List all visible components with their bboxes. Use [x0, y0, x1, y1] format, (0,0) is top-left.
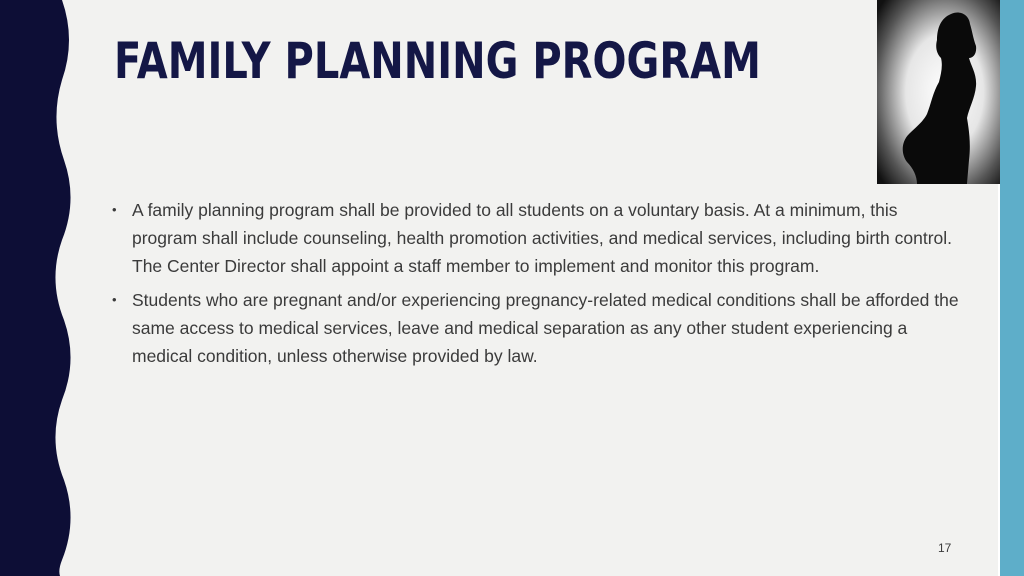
list-item [112, 286, 962, 370]
accent-strip [1000, 0, 1024, 576]
bullet-text: Students who are pregnant and/or experiencing pregnancy-related medical conditions shall be afforded the same access to medical services, leave and medical separation as any other student experiencing a medical condition, unless otherwise provided by law. [132, 290, 959, 366]
pregnant-silhouette-image [877, 0, 1000, 184]
slide-title: FAMILY PLANNING PROGRAM [114, 32, 761, 90]
page-number: 17 [938, 541, 952, 555]
list-item [112, 196, 962, 280]
left-wavy-band [0, 0, 80, 576]
bullet-list [112, 196, 962, 376]
bullet-dot-icon: • [112, 292, 117, 307]
bullet-text: A family planning program shall be provided to all students on a voluntary basis. At a minimum, this program shall include counseling, health promotion activities, and medical services, including birth control. The Center Director shall appoint a staff member to implement and monitor this program. [132, 200, 953, 276]
bullet-dot-icon: • [112, 202, 117, 217]
